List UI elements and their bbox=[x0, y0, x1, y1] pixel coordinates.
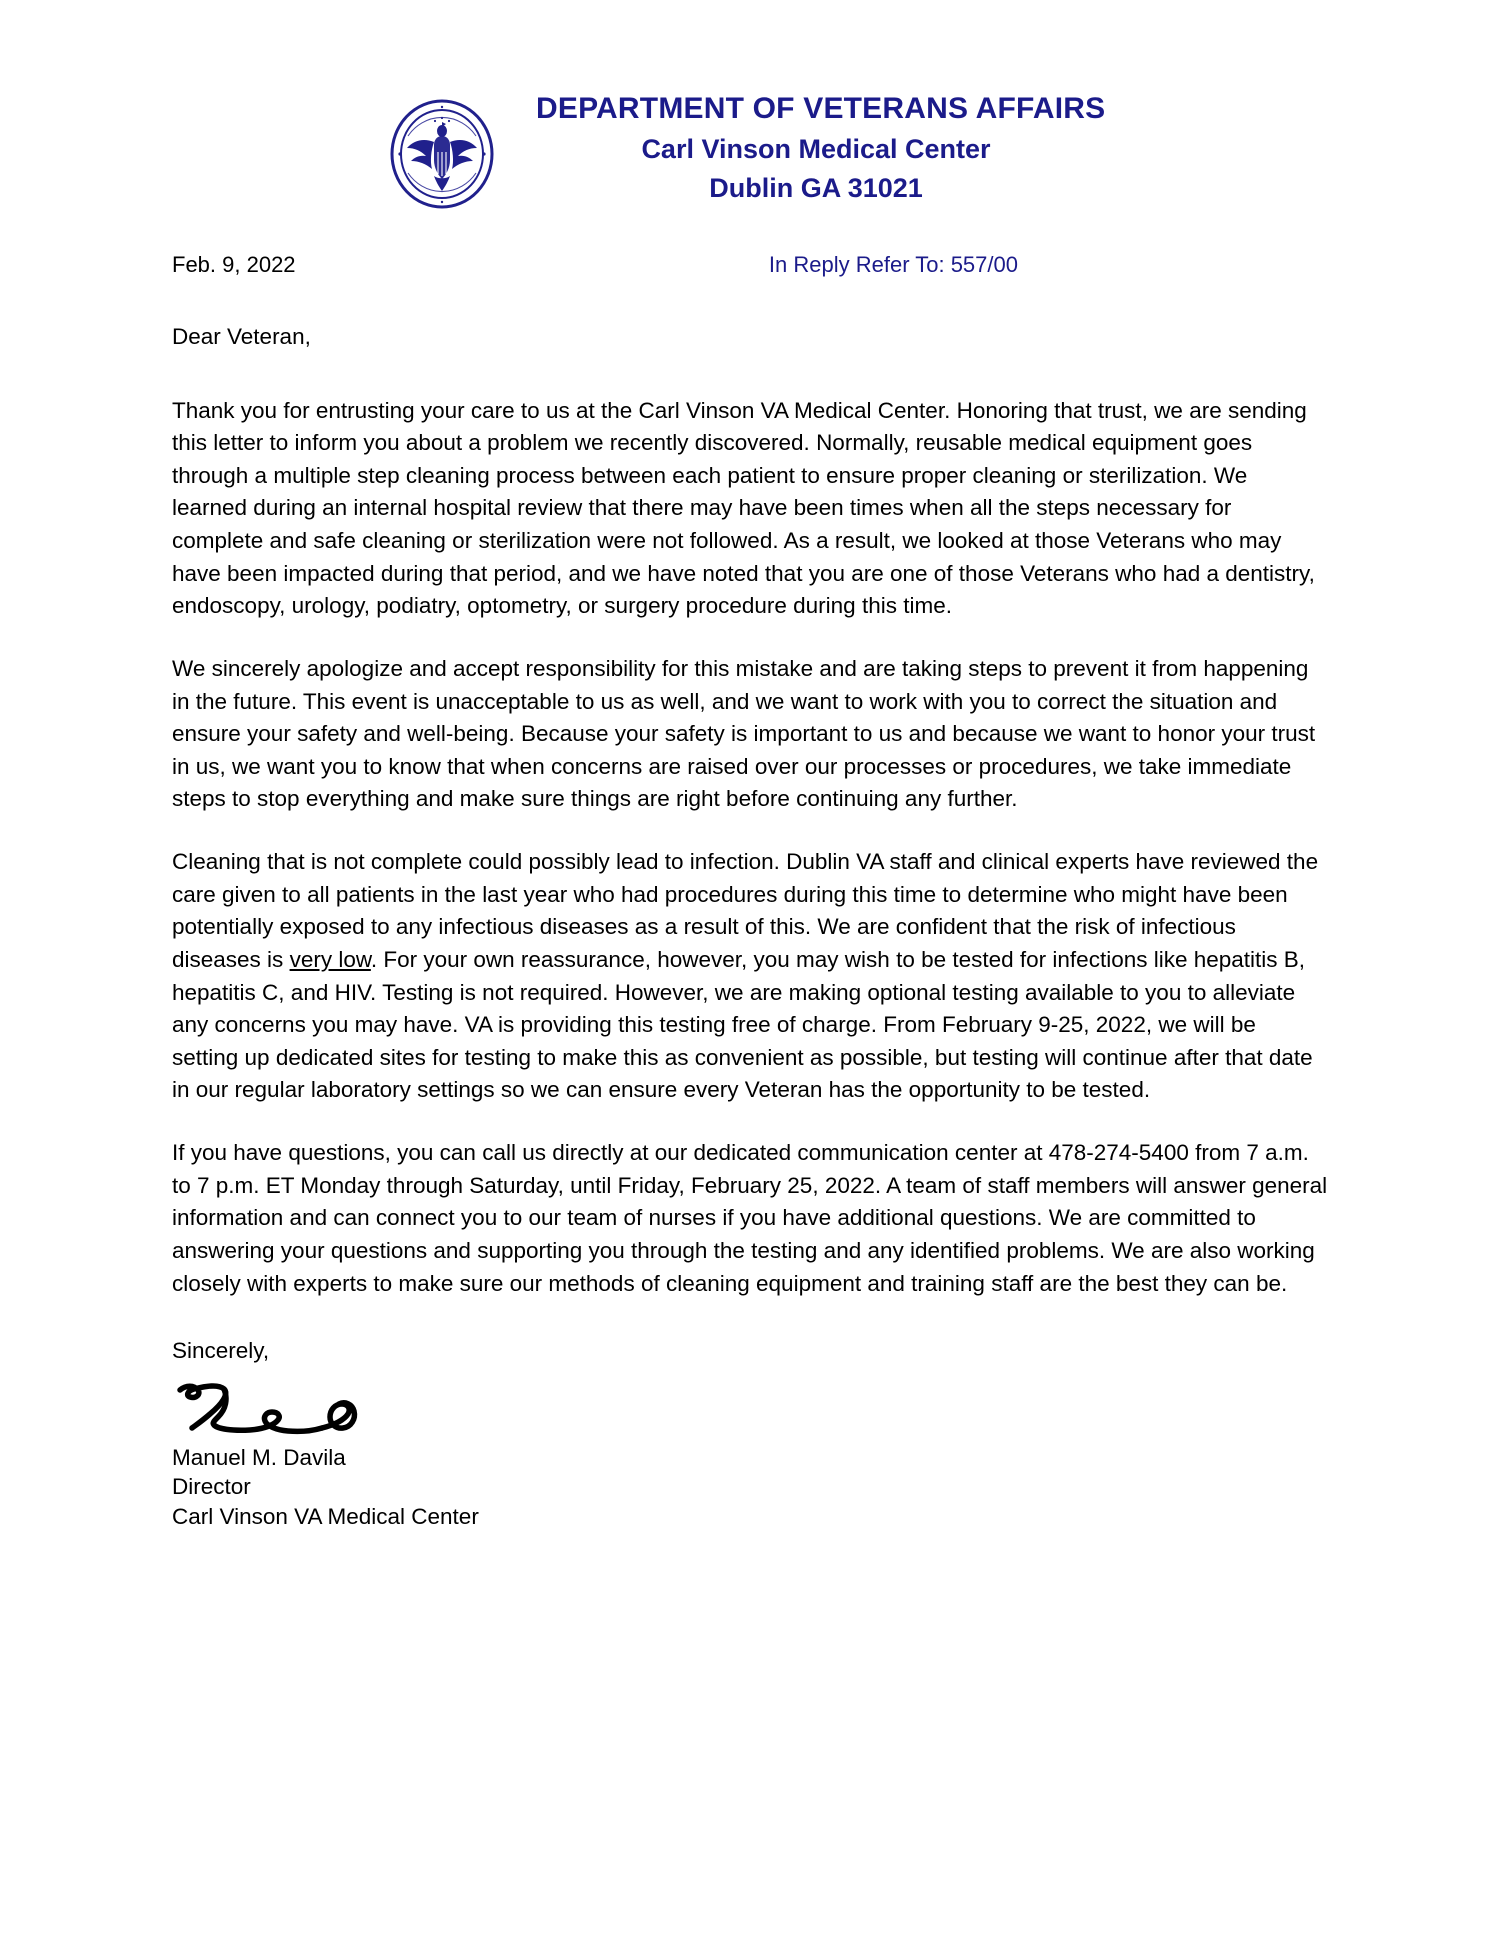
signer-title: Director bbox=[172, 1474, 251, 1500]
signer-organization: Carl Vinson VA Medical Center bbox=[172, 1504, 479, 1529]
closing-line: Sincerely, bbox=[172, 1338, 270, 1364]
signer-name: Manuel M. Davila bbox=[172, 1444, 346, 1470]
agency-name: DEPARTMENT OF VETERANS AFFAIRS bbox=[536, 92, 1106, 125]
letterhead bbox=[0, 0, 1500, 210]
facility-address: Dublin GA 31021 bbox=[709, 172, 923, 203]
paragraph-2: We sincerely apologize and accept responsibility for this mistake and are taking steps to prevent it from happening in the future. This event is unacceptable to us as well, and we want to work with you to correct the situation and ensure your safety and well-being. Because your safety is important to us and because we want to honor your trust in us, we want you to know that when concerns are raised over our processes or procedures, we take immediate steps to stop everything and make sure things are right before continuing any further. bbox=[172, 655, 1316, 812]
handwritten-signature-icon bbox=[172, 1373, 472, 1445]
facility-name: Carl Vinson Medical Center bbox=[641, 133, 991, 164]
letter-date: Feb. 9, 2022 bbox=[172, 252, 296, 277]
date-reference-row bbox=[0, 252, 1500, 278]
paragraph-3-text-before: Cleaning that is not complete could possibly lead to infection. Dublin VA staff and clinical experts have reviewed the care given to all patients in the last year who had procedures during this time to determine who might have been potentially exposed to any infectious diseases as a result of this. We are confident that the risk of infectious diseases is bbox=[172, 849, 1319, 972]
paragraph-3 bbox=[172, 846, 1328, 1107]
letter-body bbox=[0, 326, 1500, 1300]
paragraph-3-text-after: . For your own reassurance, however, you may wish to be tested for infections like hepatitis B, hepatitis C, and HIV. Testing is not required. However, we are making optional testing available to you to alleviate any concerns you may have. VA is providing this testing free of charge. From February 9-25, 2022, we will be setting up dedicated sites for testing to make this as convenient as possible, but testing will continue after that date in our regular laboratory settings so we can ensure every Veteran has the opportunity to be tested. bbox=[172, 946, 1313, 1103]
reply-refer-to: In Reply Refer To: 557/00 bbox=[768, 252, 1018, 277]
risk-emphasis: very low bbox=[289, 946, 371, 972]
signature-block bbox=[0, 1443, 1500, 1532]
signature-area bbox=[0, 1377, 1500, 1443]
salutation: Dear Veteran, bbox=[172, 324, 311, 349]
letterhead-text bbox=[536, 90, 1106, 206]
paragraph-4: If you have questions, you can call us directly at our dedicated communication center at 478-274-5400 from 7 a.m. to 7 p.m. ET Monday through Saturday, until Friday, February 25, 2022. A team of staff members will answer general information and can connect you to our team of nurses if you have additional questions. We are committed to answering your questions and supporting you through the testing and any identified problems. We are also working closely with experts to make sure our methods of cleaning equipment and training staff are the best they can be. bbox=[172, 1140, 1328, 1296]
va-seal-icon bbox=[388, 98, 496, 210]
paragraph-1: Thank you for entrusting your care to us at the Carl Vinson VA Medical Center. Honoring that trust, we are sending this letter to inform you about a problem we recently discovered. Normally, reusable medical equipment goes through a multiple step cleaning process between each patient to ensure proper cleaning or sterilization. We learned during an internal hospital review that there may have been times when all the steps necessary for complete and safe cleaning or sterilization were not followed. As a result, we looked at those Veterans who may have been impacted during that period, and we have noted that you are one of those Veterans who had a dentistry, endoscopy, urology, podiatry, optometry, or surgery procedure during this time. bbox=[172, 397, 1315, 619]
